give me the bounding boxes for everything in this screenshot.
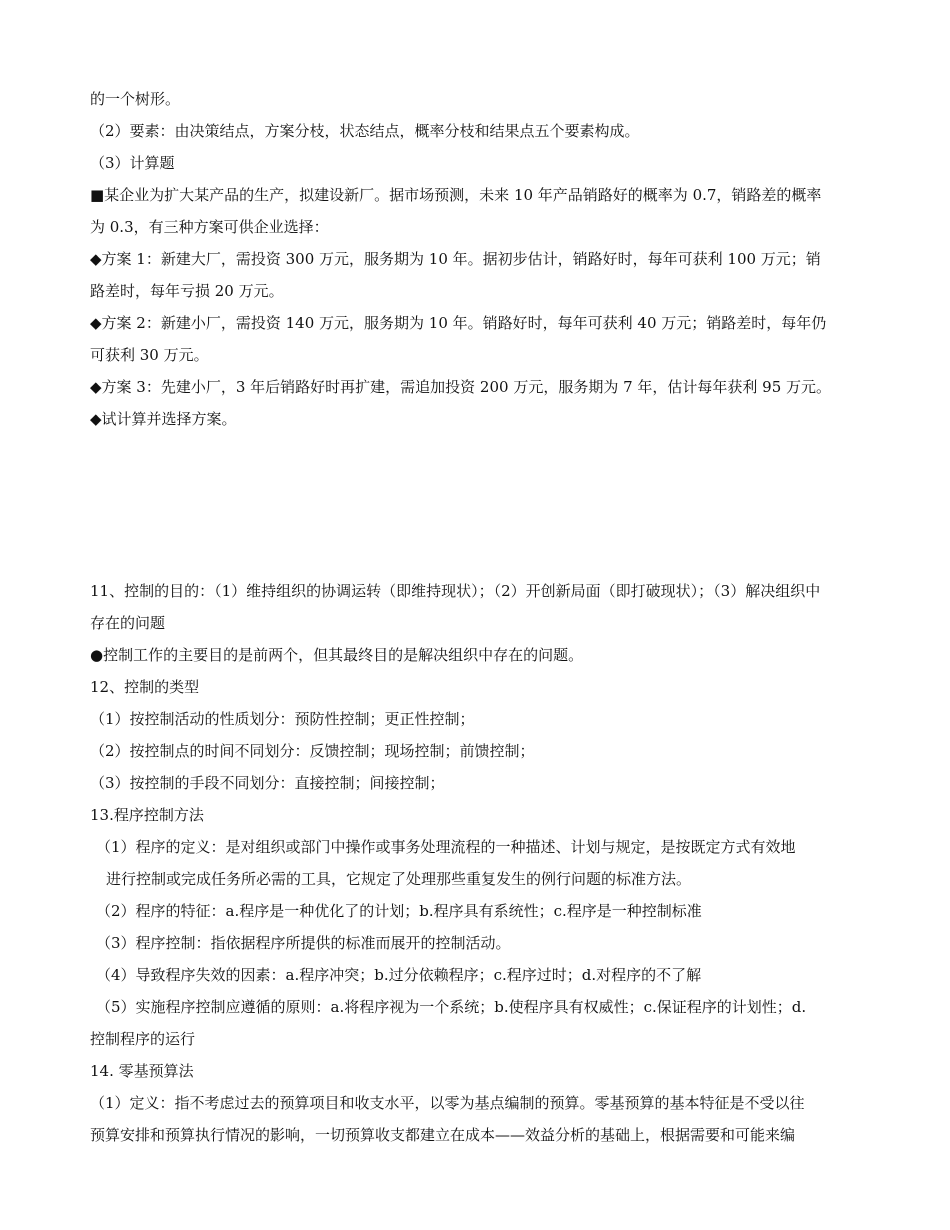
text-line-plan3: ◆方案 3：先建小厂，3 年后销路好时再扩建，需追加投资 200 万元，服务期为 7 年，估计每年获利 95 万元。: [90, 378, 832, 396]
text-line-plan1-1: ◆方案 1：新建大厂，需投资 300 万元，服务期为 10 年。据初步估计，销路好时，每年可获利 100 万元；销: [90, 250, 821, 268]
text-line-calc-title: （3）计算题: [90, 154, 175, 172]
text-line-try-calc: ◆试计算并选择方案。: [90, 410, 237, 428]
text-line-control-type-3: （3）按控制的手段不同划分：直接控制；间接控制；: [90, 774, 445, 792]
text-line-control-type-2: （2）按控制点的时间不同划分：反馈控制；现场控制；前馈控制；: [90, 742, 535, 760]
text-line-procedure-definition-1: （1）程序的定义：是对组织或部门中操作或事务处理流程的一种描述、计划与规定，是按既定方式有效地: [96, 838, 796, 856]
text-line-problem-2: 为 0.3，有三种方案可供企业选择：: [90, 218, 329, 236]
text-line-procedure-features: （2）程序的特征：a.程序是一种优化了的计划；b.程序具有系统性；c.程序是一种控制标准: [96, 902, 702, 920]
text-line-zero-budget-definition-1: （1）定义：指不考虑过去的预算项目和收支水平，以零为基点编制的预算。零基预算的基本特征是不受以往: [90, 1094, 805, 1112]
text-line-procedure-principles-1: （5）实施程序控制应遵循的原则：a.将程序视为一个系统；b.使程序具有权威性；c.保证程序的计划性；d.: [96, 998, 807, 1016]
text-line-procedure-heading: 13.程序控制方法: [90, 806, 204, 824]
text-line-control-type-1: （1）按控制活动的性质划分：预防性控制；更正性控制；: [90, 710, 475, 728]
text-line-control-main-goal: ●控制工作的主要目的是前两个，但其最终目的是解决组织中存在的问题。: [90, 646, 584, 664]
text-line-procedure-principles-2: 控制程序的运行: [90, 1030, 196, 1048]
text-line-tree-shape: 的一个树形。: [90, 90, 181, 108]
text-line-control-purpose-2: 存在的问题: [90, 614, 166, 632]
text-line-control-types-heading: 12、控制的类型: [90, 678, 200, 696]
text-line-procedure-control: （3）程序控制：指依据程序所提供的标准而展开的控制活动。: [96, 934, 511, 952]
text-line-problem-1: ■某企业为扩大某产品的生产，拟建设新厂。据市场预测，未来 10 年产品销路好的概率为 0.7，销路差的概率: [90, 186, 822, 204]
text-line-procedure-failure: （4）导致程序失效的因素：a.程序冲突；b.过分依赖程序；c.程序过时；d.对程序的不了解: [96, 966, 702, 984]
text-line-elements: （2）要素：由决策结点，方案分枝，状态结点，概率分枝和结果点五个要素构成。: [90, 122, 640, 140]
text-line-plan2-1: ◆方案 2：新建小厂，需投资 140 万元，服务期为 10 年。销路好时，每年可获利 40 万元；销路差时，每年仍: [90, 314, 827, 332]
text-line-zero-budget-definition-2: 预算安排和预算执行情况的影响，一切预算收支都建立在成本——效益分析的基础上，根据需要和可能来编: [90, 1126, 796, 1144]
text-line-control-purpose-1: 11、控制的目的：（1）维持组织的协调运转（即维持现状）；（2）开创新局面（即打破现状）；（3）解决组织中: [90, 582, 821, 600]
text-line-plan2-2: 可获利 30 万元。: [90, 346, 209, 364]
text-line-plan1-2: 路差时，每年亏损 20 万元。: [90, 282, 284, 300]
text-line-zero-budget-heading: 14. 零基预算法: [90, 1062, 194, 1080]
text-line-procedure-definition-2: 进行控制或完成任务所必需的工具，它规定了处理那些重复发生的例行问题的标准方法。: [106, 870, 692, 888]
